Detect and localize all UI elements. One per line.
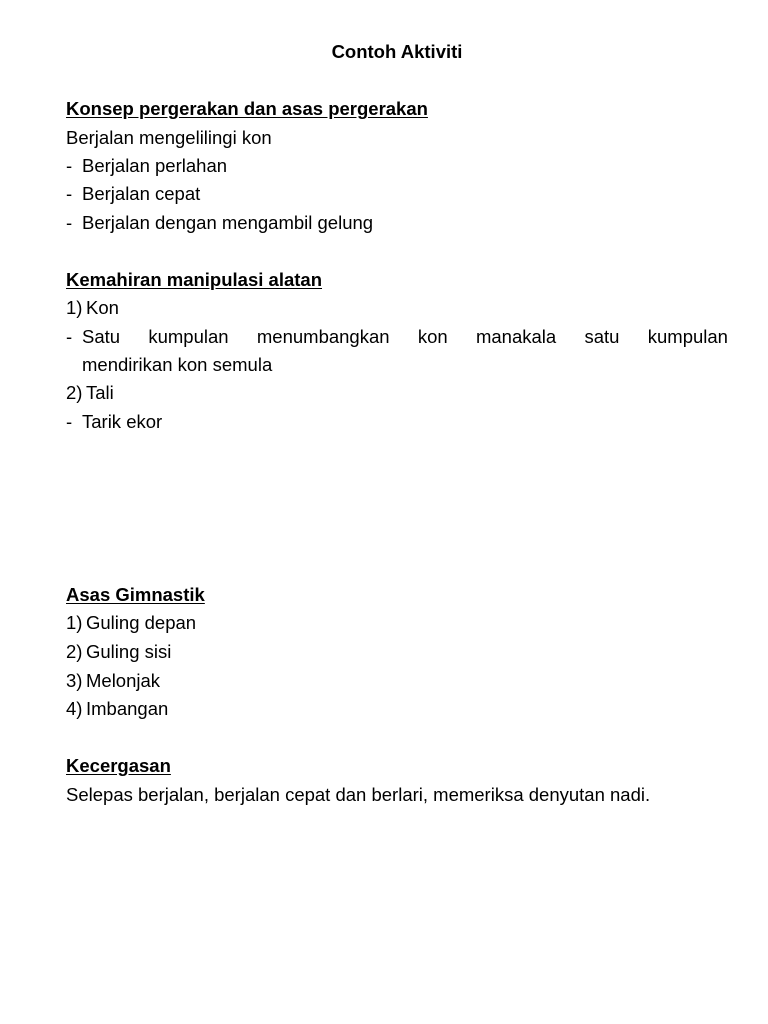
item-number: 1) (66, 612, 83, 633)
section-heading-konsep: Konsep pergerakan dan asas pergerakan (66, 98, 428, 119)
section-heading-kemahiran: Kemahiran manipulasi alatan (66, 269, 323, 290)
dash-marker: - (66, 212, 73, 233)
item-label: Imbangan (86, 698, 169, 719)
item-number: 2) (66, 382, 83, 403)
section-intro: Berjalan mengelilingi kon (66, 127, 272, 148)
word: kumpulan (647, 326, 728, 347)
section-heading-kecergasan: Kecergasan (66, 755, 171, 776)
word: Satu (82, 326, 121, 347)
word: kumpulan (148, 326, 229, 347)
word: satu (584, 326, 620, 347)
justified-line (82, 326, 728, 348)
list-item-text: Berjalan dengan mengambil gelung (82, 212, 374, 233)
word: menumbangkan (256, 326, 390, 347)
list-item-continuation: mendirikan kon semula (82, 354, 273, 375)
item-number: 1) (66, 297, 83, 318)
item-label: Guling sisi (86, 641, 172, 662)
word: manakala (475, 326, 557, 347)
item-label: Guling depan (86, 612, 197, 633)
dash-marker: - (66, 183, 73, 204)
section-heading-gimnastik: Asas Gimnastik (66, 584, 205, 605)
section-body: Selepas berjalan, berjalan cepat dan berlari, memeriksa denyutan nadi. (66, 784, 651, 805)
list-item-text: Berjalan perlahan (82, 155, 228, 176)
item-label: Tali (86, 382, 114, 403)
list-item-text: Tarik ekor (82, 411, 163, 432)
dash-marker: - (66, 326, 73, 347)
item-label: Kon (86, 297, 119, 318)
dash-marker: - (66, 411, 73, 432)
item-number: 2) (66, 641, 83, 662)
document-title: Contoh Aktiviti (331, 41, 463, 62)
item-label: Melonjak (86, 670, 161, 691)
list-item-text: Berjalan cepat (82, 183, 201, 204)
dash-marker: - (66, 155, 73, 176)
item-number: 4) (66, 698, 83, 719)
word: kon (417, 326, 448, 347)
item-number: 3) (66, 670, 83, 691)
